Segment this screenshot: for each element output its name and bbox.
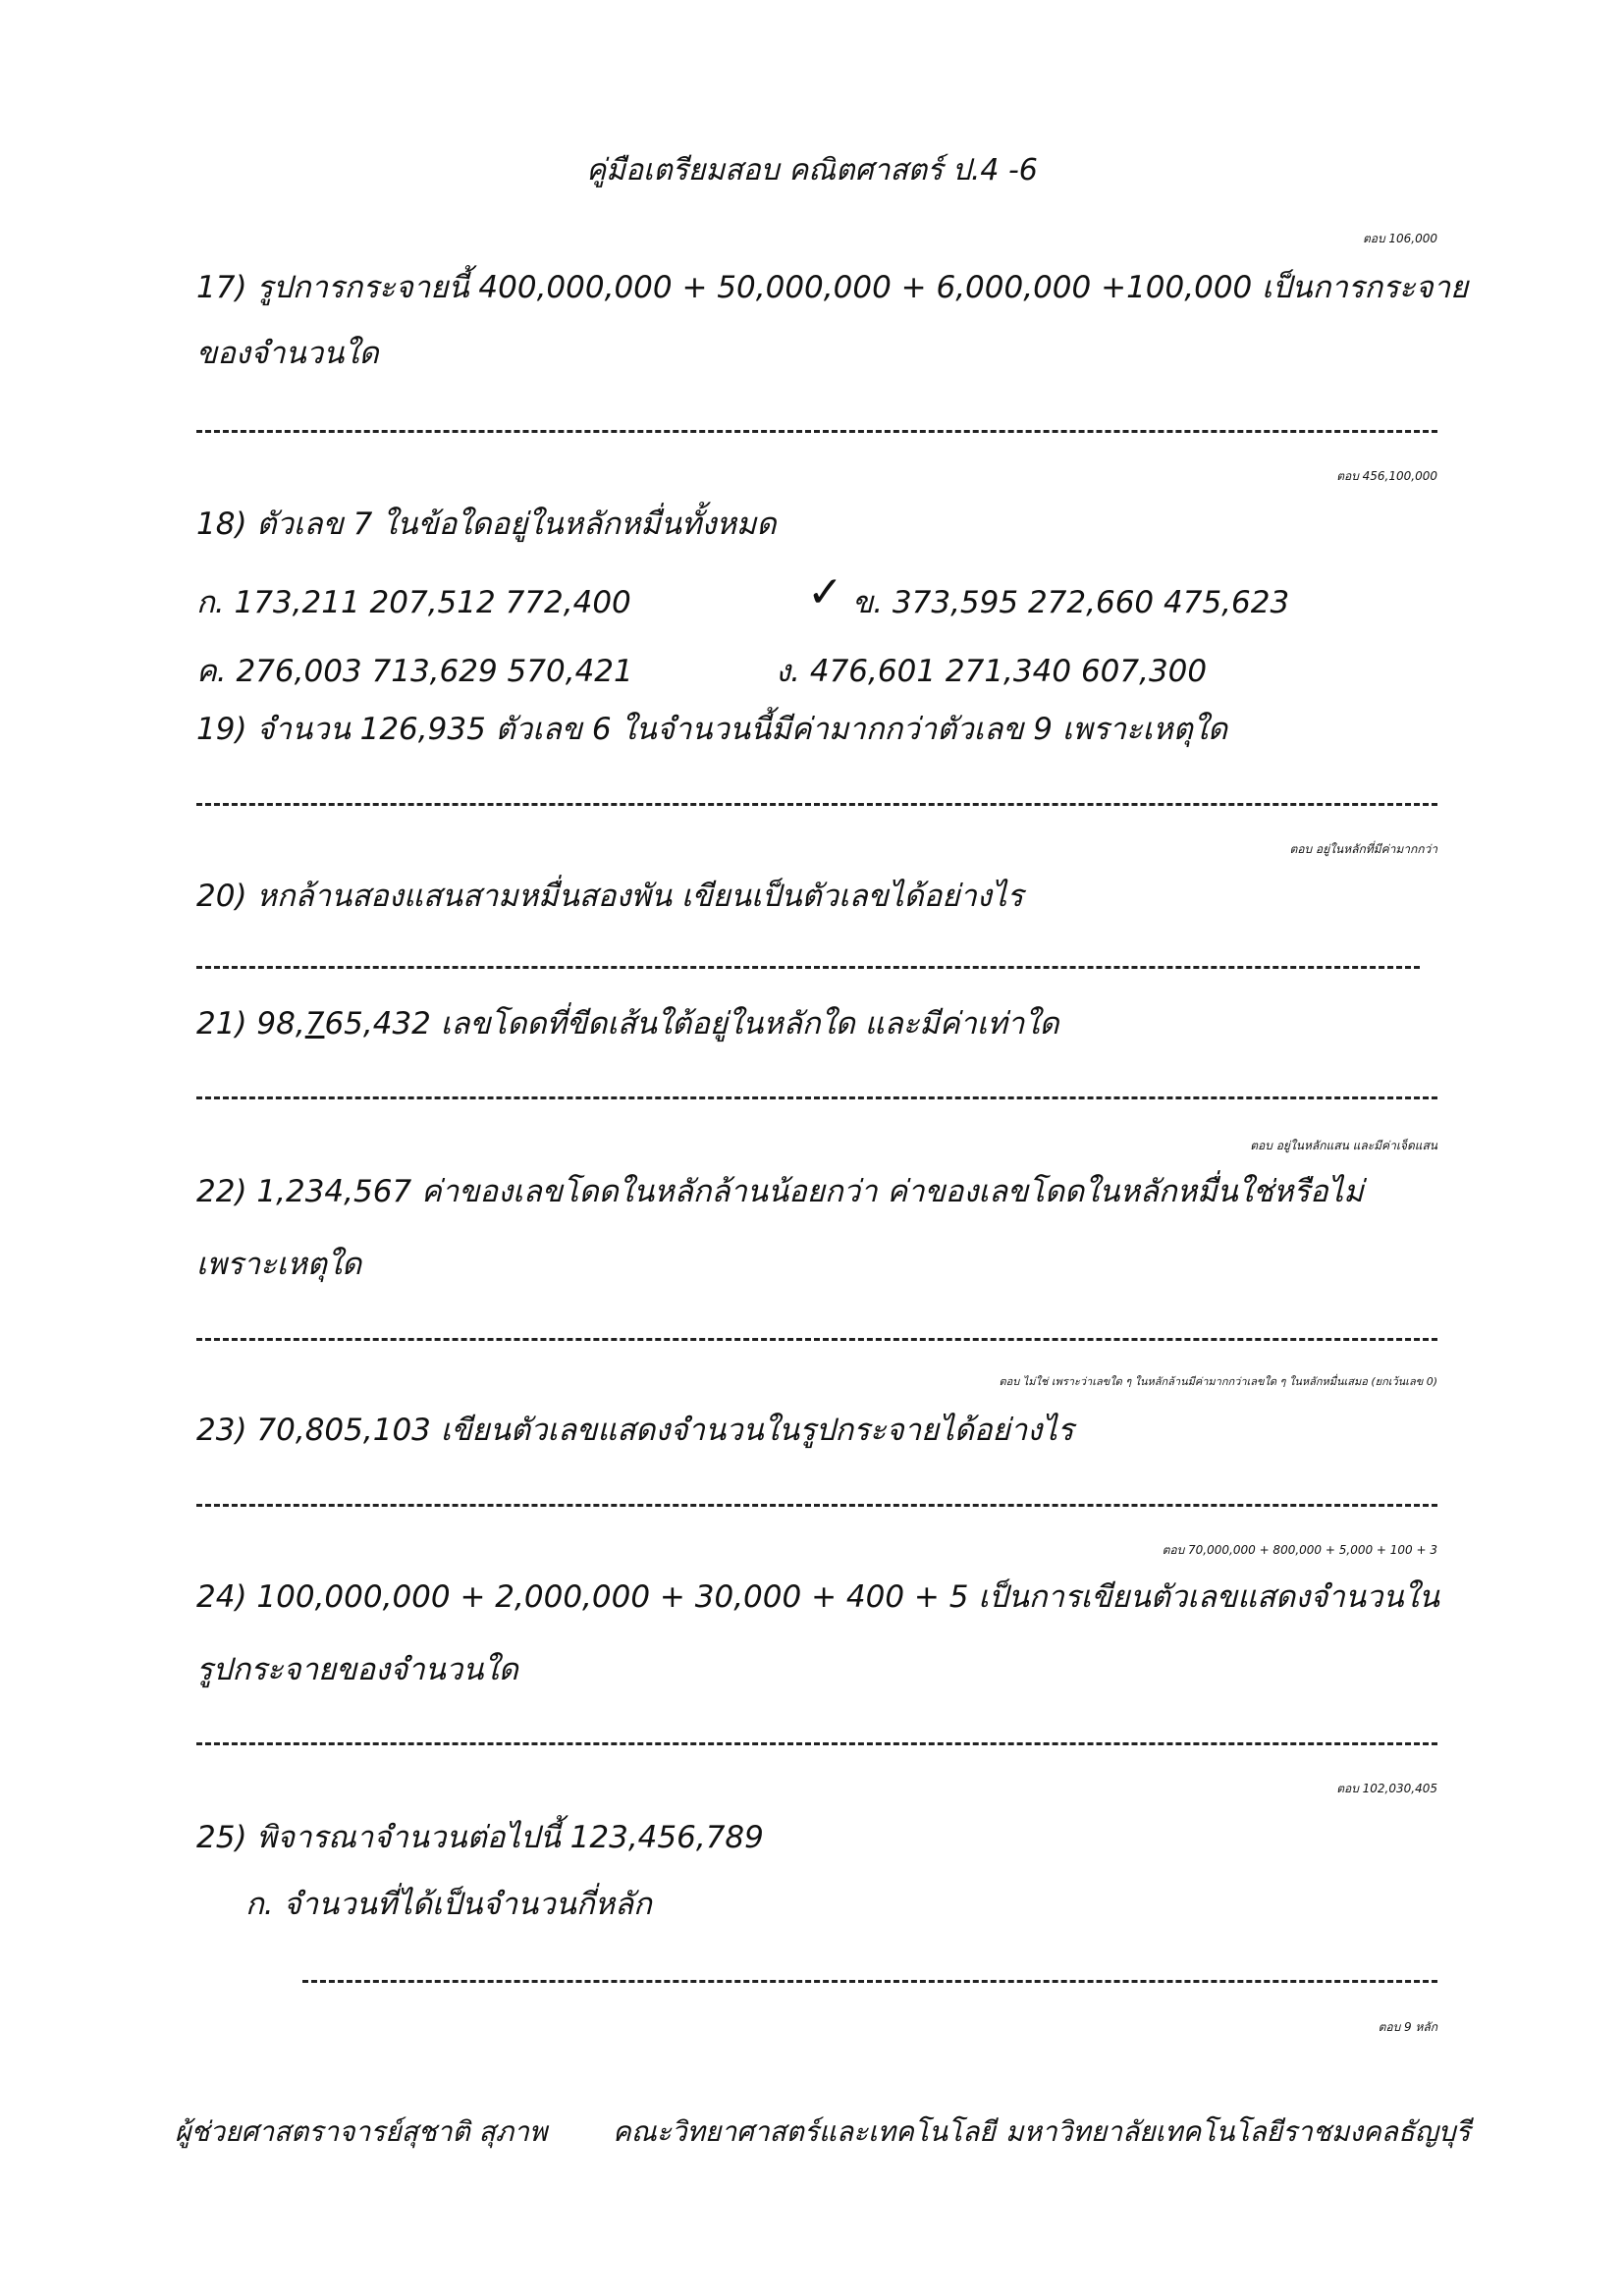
answer-key-25a: ตอบ 9 หลัก (1378, 2020, 1437, 2034)
answer-line-24 (196, 1742, 1437, 1745)
check-mark-icon: ✓ (807, 567, 843, 617)
answer-line-21 (196, 1096, 1437, 1099)
question-24-line-1: 24) 100,000,000 + 2,000,000 + 30,000 + 400 + 5 เป็นการเขียนตัวเลขแสดงจำนวนใน (196, 1579, 1439, 1615)
question-23: 23) 70,805,103 เขียนตัวเลขแสดงจำนวนในรูปกระจายได้อย่างไร (196, 1413, 1074, 1448)
answer-line-23 (196, 1504, 1437, 1507)
answer-key-23: ตอบ 70,000,000 + 800,000 + 5,000 + 100 + 3 (1162, 1543, 1437, 1557)
answer-line-17 (196, 430, 1437, 433)
answer-line-22 (196, 1338, 1437, 1341)
question-24-line-2: รูปกระจายของจำนวนใด (196, 1652, 518, 1687)
footer-faculty: คณะวิทยาศาสตร์และเทคโนโลยี (613, 2115, 996, 2148)
question-18: 18) ตัวเลข 7 ในข้อใดอยู่ในหลักหมื่นทั้งหมด (196, 507, 777, 542)
answer-key-24: ตอบ 102,030,405 (1336, 1782, 1437, 1795)
question-25: 25) พิจารณาจำนวนต่อไปนี้ 123,456,789 (196, 1820, 764, 1855)
question-22-line-2: เพราะเหตุใด (196, 1247, 362, 1282)
answer-key-22: ตอบ ไม่ใช่ เพราะว่าเลขใด ๆ ในหลักล้านมีค่ามากกว่าเลขใด ๆ ในหลักหมื่นเสมอ (ยกเว้นเลข 0) (999, 1375, 1437, 1388)
footer-university: มหาวิทยาลัยเทคโนโลยีราชมงคลธัญบุรี (1005, 2115, 1471, 2148)
answer-key-19: ตอบ อยู่ในหลักที่มีค่ามากกว่า (1289, 842, 1437, 856)
answer-key-21: ตอบ อยู่ในหลักแสน และมีค่าเจ็ดแสน (1250, 1139, 1437, 1152)
underlined-digit: 7 (304, 1006, 325, 1041)
question-19: 19) จำนวน 126,935 ตัวเลข 6 ในจำนวนนี้มีค่ามากกว่าตัวเลข 9 เพราะเหตุใด (196, 712, 1227, 747)
question-17-line-2: ของจำนวนใด (196, 336, 379, 371)
question-22-line-1: 22) 1,234,567 ค่าของเลขโดดในหลักล้านน้อยกว่า ค่าของเลขโดดในหลักหมื่นใช่หรือไม่ (196, 1174, 1364, 1209)
answer-line-19 (196, 803, 1437, 806)
answer-key-17: ตอบ 456,100,000 (1336, 469, 1437, 483)
answer-key-prev: ตอบ 106,000 (1362, 232, 1437, 245)
answer-line-25a (302, 1980, 1437, 1983)
question-20: 20) หกล้านสองแสนสามหมื่นสองพัน เขียนเป็นตัวเลขได้อย่างไร (196, 879, 1024, 914)
question-21-prefix: 21) 98, (196, 1006, 305, 1041)
question-21-suffix: 65,432 เลขโดดที่ขีดเส้นใต้อยู่ในหลักใด และมีค่าเท่าใด (324, 1006, 1059, 1041)
choice-d: ง. 476,601 271,340 607,300 (776, 654, 1208, 689)
answer-line-20 (196, 966, 1420, 969)
choice-b: ข. 373,595 272,660 475,623 (852, 585, 1290, 620)
footer-author: ผู้ช่วยศาสตราจารย์สุชาติ สุภาพ (175, 2115, 548, 2148)
choice-a: ก. 173,211 207,512 772,400 (196, 585, 631, 620)
question-17-line-1: 17) รูปการกระจายนี้ 400,000,000 + 50,000,000 + 6,000,000 +100,000 เป็นการกระจาย (196, 270, 1469, 305)
question-25-sub-a: ก. จำนวนที่ได้เป็นจำนวนกี่หลัก (245, 1887, 652, 1922)
question-21 (196, 1004, 1059, 1043)
choice-c: ค. 276,003 713,629 570,421 (196, 654, 633, 689)
page-title: คู่มือเตรียมสอบ คณิตศาสตร์ ป.4 -6 (586, 153, 1038, 187)
